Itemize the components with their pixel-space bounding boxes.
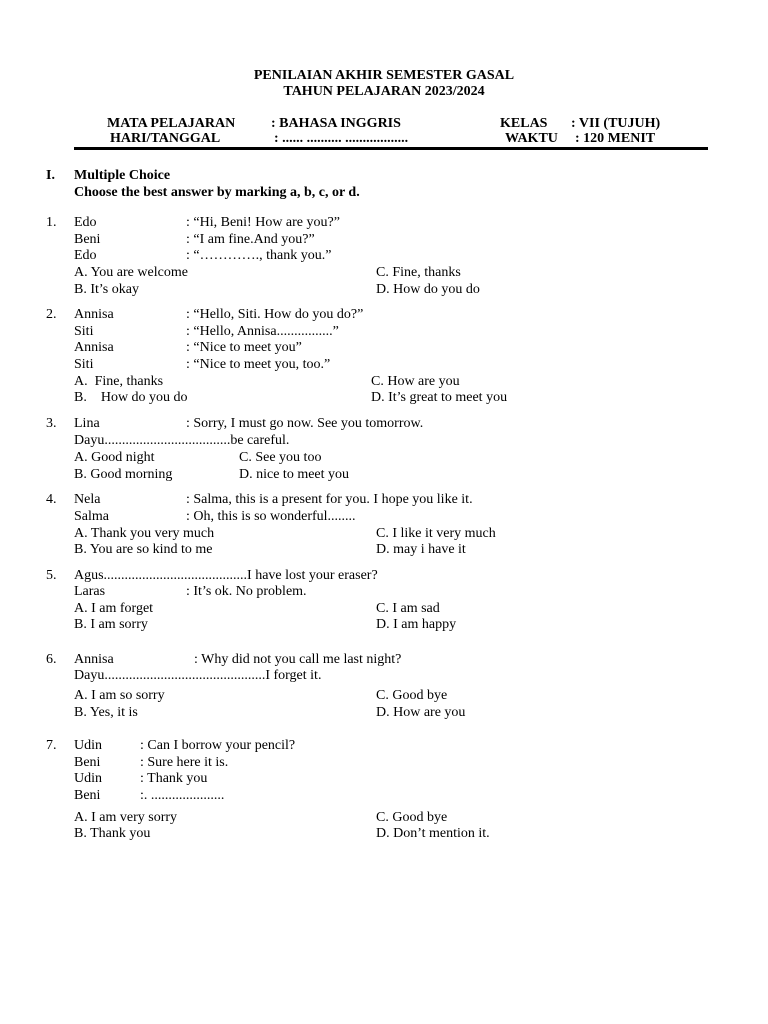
class-value: : VII (TUJUH) xyxy=(571,116,661,131)
speaker: Edo xyxy=(74,215,97,230)
dialog-line: : Oh, this is so wonderful........ xyxy=(186,509,356,524)
dialog-line: : “…………., thank you.” xyxy=(186,248,332,263)
speaker: Siti xyxy=(74,357,94,372)
speaker: Udin xyxy=(74,738,102,753)
option-b[interactable]: B. It’s okay xyxy=(74,282,139,297)
option-c[interactable]: C. Good bye xyxy=(376,810,448,825)
option-d[interactable]: D. may i have it xyxy=(376,542,466,557)
speaker: Edo xyxy=(74,248,97,263)
option-a[interactable]: A. Good night xyxy=(74,450,155,465)
option-c[interactable]: C. I am sad xyxy=(376,601,440,616)
exam-title: PENILAIAN AKHIR SEMESTER GASAL xyxy=(253,68,515,83)
speaker: Beni xyxy=(74,788,101,803)
question-number: 1. xyxy=(46,215,57,230)
option-d[interactable]: D. nice to meet you xyxy=(239,467,350,482)
question-number: 6. xyxy=(46,652,57,667)
day-value: : ...... .......... .................. xyxy=(274,131,409,146)
dialog-line: : “Hello, Annisa................” xyxy=(186,324,339,339)
question-number: 7. xyxy=(46,738,57,753)
subject-value: : BAHASA INGGRIS xyxy=(271,116,401,131)
dialog-line: : “Hello, Siti. How do you do?” xyxy=(186,307,364,322)
speaker: Salma xyxy=(74,509,109,524)
day-label: HARI/TANGGAL xyxy=(110,131,221,146)
section-title: Multiple Choice xyxy=(74,168,171,183)
speaker: Laras xyxy=(74,584,106,599)
dialog-line: : “Hi, Beni! How are you?” xyxy=(186,215,340,230)
dialog-line: : It’s ok. No problem. xyxy=(186,584,307,599)
speaker: Beni xyxy=(74,232,101,247)
option-d[interactable]: D. I am happy xyxy=(376,617,457,632)
time-value: : 120 MENIT xyxy=(575,131,656,146)
dialog-line: Agus.........................................I have lost your eraser? xyxy=(74,568,378,583)
option-d[interactable]: D. Don’t mention it. xyxy=(376,826,490,841)
option-b[interactable]: B. How do you do xyxy=(74,390,188,405)
section-instruction: Choose the best answer by marking a, b, c, or d. xyxy=(74,185,360,200)
section-number: I. xyxy=(46,168,55,183)
time-label: WAKTU xyxy=(505,131,558,146)
subject-label: MATA PELAJARAN xyxy=(107,116,236,131)
option-c[interactable]: C. See you too xyxy=(239,450,322,465)
dialog-line: : Why did not you call me last night? xyxy=(194,652,402,667)
option-d[interactable]: D. How do you do xyxy=(376,282,480,297)
dialog-line: : “Nice to meet you, too.” xyxy=(186,357,331,372)
option-a[interactable]: A. I am forget xyxy=(74,601,154,616)
dialog-line: Dayu..............................................I forget it. xyxy=(74,668,322,683)
dialog-line: : Sure here it is. xyxy=(140,755,229,770)
dialog-line: : “Nice to meet you” xyxy=(186,340,302,355)
option-b[interactable]: B. Thank you xyxy=(74,826,151,841)
speaker: Lina xyxy=(74,416,100,431)
speaker: Siti xyxy=(74,324,94,339)
dialog-line: : Salma, this is a present for you. I hope you like it. xyxy=(186,492,473,507)
question-number: 4. xyxy=(46,492,57,507)
option-d[interactable]: D. It’s great to meet you xyxy=(371,390,508,405)
option-b[interactable]: B. I am sorry xyxy=(74,617,148,632)
dialog-line: : “I am fine.And you?” xyxy=(186,232,315,247)
question-number: 5. xyxy=(46,568,57,583)
dialog-line: : Sorry, I must go now. See you tomorrow. xyxy=(186,416,424,431)
header-divider xyxy=(74,147,708,150)
academic-year: TAHUN PELAJARAN 2023/2024 xyxy=(283,84,485,99)
dialog-line: Dayu....................................be careful. xyxy=(74,433,290,448)
dialog-line: : Thank you xyxy=(140,771,208,786)
question-number: 2. xyxy=(46,307,57,322)
question-number: 3. xyxy=(46,416,57,431)
option-a[interactable]: A. I am very sorry xyxy=(74,810,178,825)
option-c[interactable]: C. Good bye xyxy=(376,688,448,703)
option-a[interactable]: A. I am so sorry xyxy=(74,688,165,703)
dialog-line: :. ..................... xyxy=(140,788,225,803)
class-label: KELAS xyxy=(500,116,548,131)
speaker: Nela xyxy=(74,492,101,507)
option-c[interactable]: C. Fine, thanks xyxy=(376,265,461,280)
option-c[interactable]: C. I like it very much xyxy=(376,526,496,541)
option-d[interactable]: D. How are you xyxy=(376,705,466,720)
speaker: Annisa xyxy=(74,340,114,355)
dialog-line: : Can I borrow your pencil? xyxy=(140,738,296,753)
option-a[interactable]: A. Thank you very much xyxy=(74,526,215,541)
option-a[interactable]: A. You are welcome xyxy=(74,265,188,280)
speaker: Annisa xyxy=(74,307,114,322)
speaker: Annisa xyxy=(74,652,114,667)
speaker: Udin xyxy=(74,771,102,786)
speaker: Beni xyxy=(74,755,101,770)
option-b[interactable]: B. You are so kind to me xyxy=(74,542,213,557)
option-c[interactable]: C. How are you xyxy=(371,374,460,389)
option-b[interactable]: B. Good morning xyxy=(74,467,173,482)
option-a[interactable]: A. Fine, thanks xyxy=(74,374,164,389)
option-b[interactable]: B. Yes, it is xyxy=(74,705,138,720)
